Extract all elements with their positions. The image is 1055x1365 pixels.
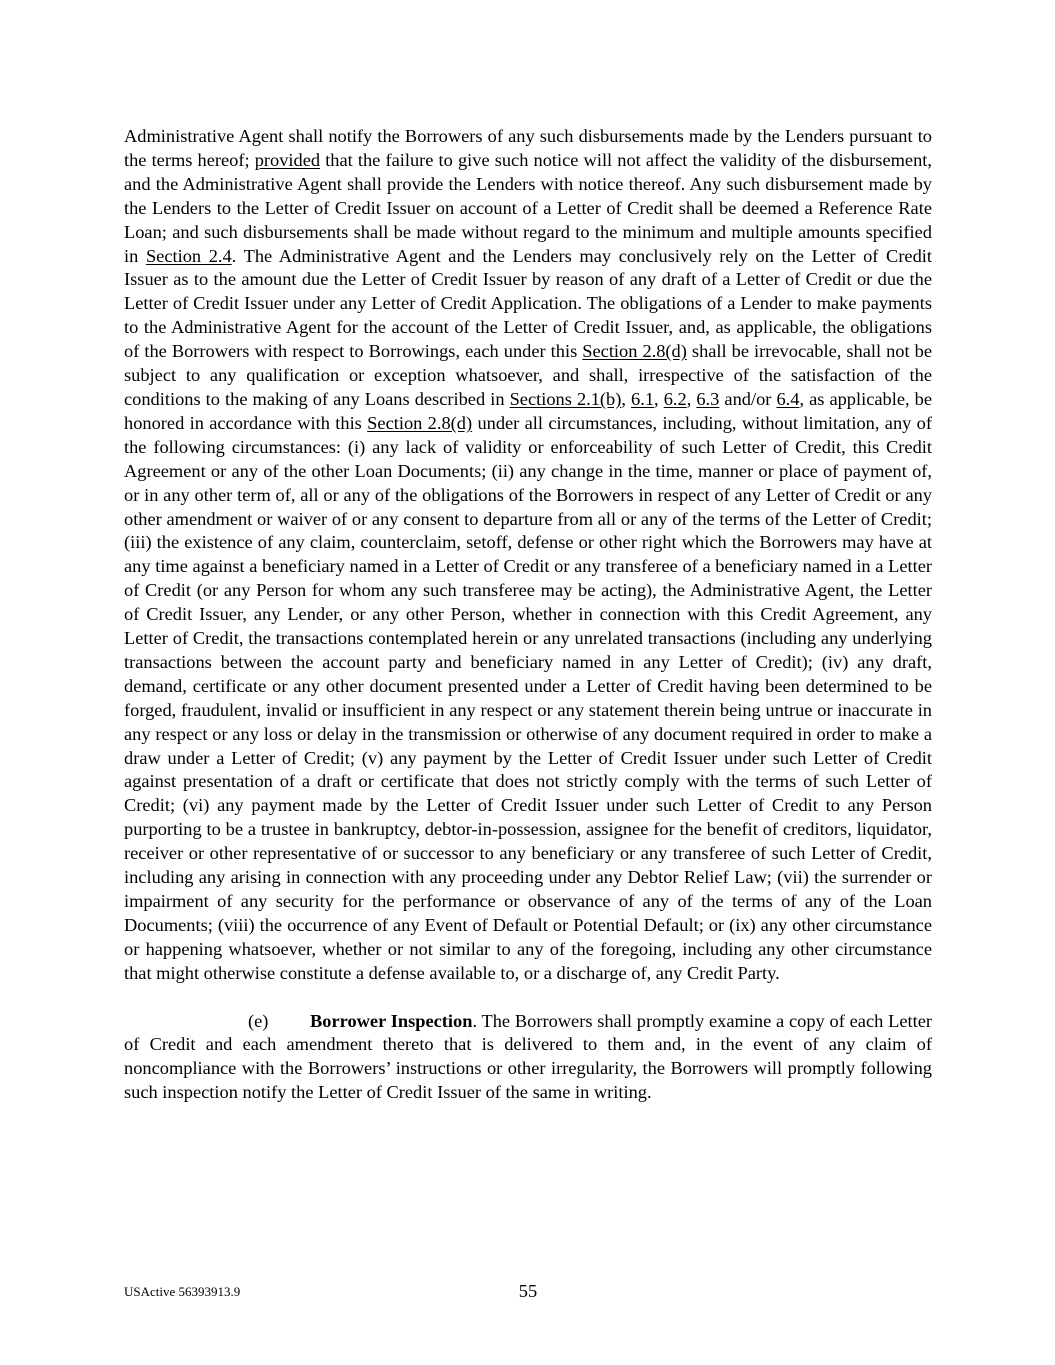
term-provided: provided — [254, 149, 321, 170]
section-ref-6-1: 6.1 — [631, 388, 655, 409]
text-run: . The Administrative Agent and the Lenders may conclusively rely on the Letter of Credit Issuer as to the amount due the Letter of Credit Issuer by reason of any draft of a Letter of Credit or due the Letter of Credit Issuer under any Letter of Credit Application. The obligations of a Lender to make payments to the Administrative Agent for the account of the Letter of Credit Issuer, and, as applicable, the obligations of the Borrowers with respect to Borrowings, each under this — [124, 245, 933, 362]
paragraph-marker: (e) — [248, 1010, 269, 1031]
paragraph-d-continuation — [124, 125, 932, 986]
text-run: , as applicable, be honored in accordance with this — [124, 388, 933, 433]
text-run: Administrative Agent shall notify the Borrowers of any such disbursements made by the Lenders pursuant to the terms hereof; — [124, 126, 932, 170]
text-run: that the failure to give such notice will not affect the validity of the disbursement, and the Administrative Agent shall provide the Lenders with notice thereof. Any such disbursement made by the Lenders to the Letter of Credit Issuer on account of a Letter of Credit shall be deemed a Reference Rate Loan; and such disbursements shall be made without regard to the minimum and multiple amounts specified in — [124, 149, 932, 266]
paragraph-e-borrower-inspection — [124, 1010, 932, 1106]
paragraph-e-text: The Borrowers shall promptly examine a copy of each Letter of Credit and each amendment thereto that is delivered to them and, in the event of any claim of noncompliance with the Borrowers’ instructions or other irregularity, the Borrowers will promptly following such inspection notify the Letter of Credit Issuer of the same in writing. — [124, 1010, 932, 1103]
section-ref-2-8d: Section 2.8(d) — [582, 341, 687, 362]
page-number: 55 — [518, 1281, 538, 1301]
section-ref-6-3: 6.3 — [696, 388, 720, 409]
paragraph-heading: Borrower Inspection — [310, 1010, 473, 1031]
section-ref-2-4: Section 2.4 — [145, 245, 232, 266]
document-body — [124, 125, 932, 1105]
text-run: and/or — [719, 388, 777, 409]
text-run: , — [621, 388, 632, 409]
section-ref-2-1b: Sections 2.1(b) — [509, 388, 622, 409]
text-run: under all circumstances, including, without limitation, any of the following circumstances: (i) any lack of validity or enforceability of such Letter of Credit, this Credit Agreement or any of the other Loan Documents; (ii) any change in the time, manner or place of payment of, or in any other term of, all or any of the obligations of the Borrowers in respect of any Letter of Credit or any other amendment or waiver of or any consent to departure from all or any of the terms of the Letter of Credit; (iii) the existence of any claim, counterclaim, setoff, defense or other right which the Borrowers may have at any time against a beneficiary named in a Letter of Credit or any transferee of a beneficiary named in a Letter of Credit (or any Person for whom any such transferee may be acting), the Administrative Agent, the Letter of Credit Issuer, any Lender, or any other Person, whether in connection with this Credit Agreement, any Letter of Credit, the transactions contemplated herein or any unrelated transactions (including any underlying transactions between the account party and beneficiary named in any Letter of Credit); (iv) any draft, demand, certificate or any other document presented under a Letter of Credit having been determined to be forged, fraudulent, invalid or insufficient in any respect or any statement therein being untrue or inaccurate in any respect or any loss or delay in the transmission or otherwise of any document required in order to make a draw under a Letter of Credit; (v) any payment by the Letter of Credit Issuer under such Letter of Credit against presentation of a draft or certificate that does not strictly comply with the terms of such Letter of Credit; (vi) any payment made by the Letter of Credit Issuer under such Letter of Credit to any Person purporting to be a trustee in bankruptcy, debtor-in-possession, assignee for the benefit of creditors, liquidator, receiver or other representative of or successor to any beneficiary or any transferee of such Letter of Credit, including any arising in connection with any proceeding under any Debtor Relief Law; (vii) the surrender or impairment of any security for the performance or observance of any of the terms of any of the Loan Documents; (viii) the occurrence of any Event of Default or Potential Default; or (ix) any other circumstance or happening whatsoever, whether or not similar to any of the foregoing, including any other circumstance that might otherwise constitute a defense available to, or a discharge of, any Credit Party. — [124, 412, 933, 983]
text-run: , — [686, 388, 697, 409]
text-run: shall be irrevocable, shall not be subject to any qualification or exception whatsoever, and shall, irrespective of the satisfaction of the conditions to the making of any Loans described in — [124, 341, 932, 409]
section-ref-2-8d: Section 2.8(d) — [367, 412, 473, 433]
section-ref-6-2: 6.2 — [663, 388, 687, 409]
text-run: , — [654, 388, 664, 409]
heading-suffix: . — [472, 1010, 482, 1031]
section-ref-6-4: 6.4 — [776, 388, 800, 409]
footer-document-id: USActive 56393913.9 — [124, 1284, 241, 1299]
